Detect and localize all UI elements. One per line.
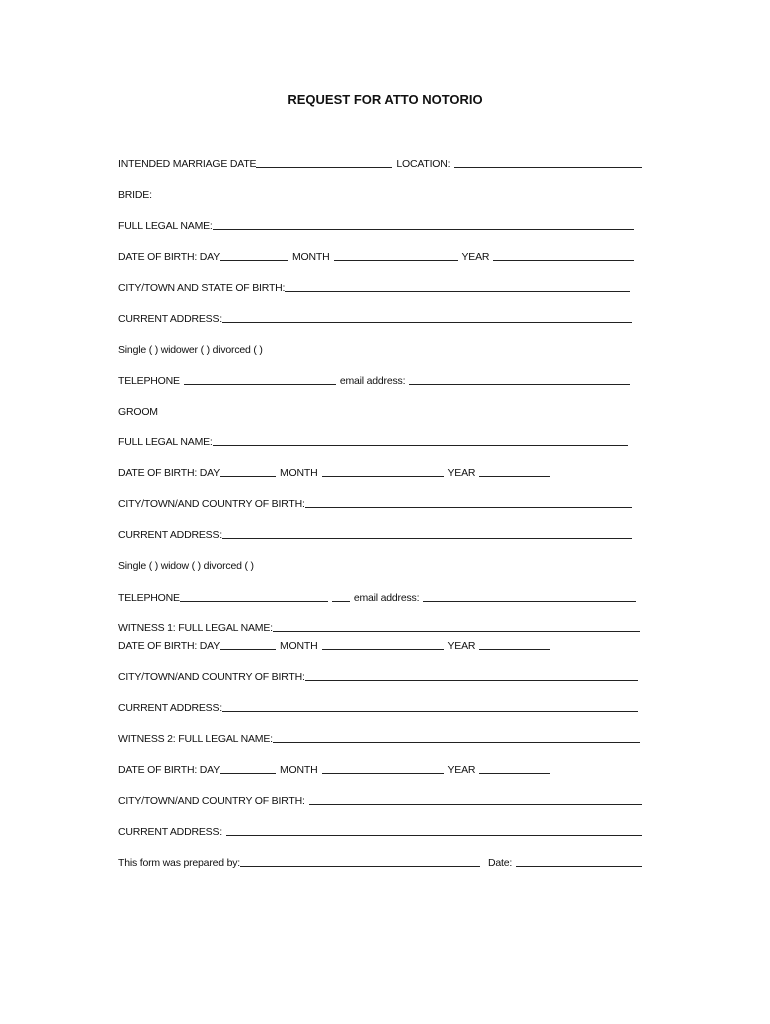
footer-date-label: Date: bbox=[488, 857, 513, 869]
bride-dob-month-field[interactable] bbox=[334, 260, 458, 261]
groom-name-label: FULL LEGAL NAME: bbox=[118, 436, 213, 448]
bride-status-options[interactable]: Single ( ) widower ( ) divorced ( ) bbox=[118, 344, 263, 356]
witness2-name-row bbox=[118, 731, 640, 745]
groom-address-field[interactable] bbox=[222, 538, 632, 539]
witness2-birthplace-field[interactable] bbox=[309, 804, 642, 805]
bride-dob-day-field[interactable] bbox=[220, 260, 288, 261]
marriage-row bbox=[118, 156, 642, 170]
groom-status-options[interactable]: Single ( ) widow ( ) divorced ( ) bbox=[118, 560, 254, 572]
bride-contact-row bbox=[118, 373, 630, 387]
witness1-name-label: WITNESS 1: FULL LEGAL NAME: bbox=[118, 622, 273, 634]
location-field[interactable] bbox=[454, 167, 642, 168]
marriage-date-field[interactable] bbox=[256, 167, 392, 168]
witness1-dob-month-label: MONTH bbox=[280, 640, 318, 652]
bride-heading: BRIDE: bbox=[118, 189, 152, 201]
bride-name-field[interactable] bbox=[213, 229, 634, 230]
witness2-dob-year-label: YEAR bbox=[447, 764, 476, 776]
witness2-address-label: CURRENT ADDRESS: bbox=[118, 826, 222, 838]
groom-birthplace-row bbox=[118, 496, 632, 510]
groom-dob-year-field[interactable] bbox=[479, 476, 550, 477]
bride-address-field[interactable] bbox=[222, 322, 632, 323]
prepared-by-label: This form was prepared by: bbox=[118, 857, 241, 869]
witness1-name-field[interactable] bbox=[273, 631, 640, 632]
witness1-dob-day-label: DATE OF BIRTH: DAY bbox=[118, 640, 220, 652]
bride-dob-year-field[interactable] bbox=[493, 260, 634, 261]
groom-birthplace-label: CITY/TOWN/AND COUNTRY OF BIRTH: bbox=[118, 498, 305, 510]
bride-heading-row bbox=[118, 187, 642, 201]
witness2-birthplace-row bbox=[118, 793, 642, 807]
bride-address-row bbox=[118, 311, 632, 325]
witness2-dob-day-label: DATE OF BIRTH: DAY bbox=[118, 764, 220, 776]
groom-heading-row bbox=[118, 404, 642, 418]
location-label: LOCATION: bbox=[396, 158, 451, 170]
witness2-birthplace-label: CITY/TOWN/AND COUNTRY OF BIRTH: bbox=[118, 795, 305, 807]
groom-dob-day-label: DATE OF BIRTH: DAY bbox=[118, 467, 220, 479]
witness1-dob-row bbox=[118, 638, 550, 652]
groom-dob-row bbox=[118, 465, 550, 479]
form-title: REQUEST FOR ATTO NOTORIO bbox=[287, 92, 483, 107]
bride-phone-field[interactable] bbox=[184, 384, 336, 385]
groom-dob-year-label: YEAR bbox=[447, 467, 476, 479]
bride-birthplace-field[interactable] bbox=[285, 291, 630, 292]
witness1-dob-year-field[interactable] bbox=[479, 649, 550, 650]
groom-birthplace-field[interactable] bbox=[305, 507, 632, 508]
groom-status-row bbox=[118, 558, 642, 572]
footer-date-field[interactable] bbox=[516, 866, 642, 867]
witness2-name-field[interactable] bbox=[273, 742, 640, 743]
bride-name-label: FULL LEGAL NAME: bbox=[118, 220, 213, 232]
bride-address-label: CURRENT ADDRESS: bbox=[118, 313, 222, 325]
prepared-by-field[interactable] bbox=[240, 866, 480, 867]
witness2-dob-row bbox=[118, 762, 550, 776]
witness1-address-row bbox=[118, 700, 638, 714]
witness1-dob-day-field[interactable] bbox=[220, 649, 276, 650]
bride-dob-month-label: MONTH bbox=[292, 251, 330, 263]
groom-contact-row bbox=[118, 590, 636, 604]
witness2-address-field[interactable] bbox=[226, 835, 642, 836]
bride-birthplace-row bbox=[118, 280, 630, 294]
witness1-address-label: CURRENT ADDRESS: bbox=[118, 702, 222, 714]
groom-dob-month-field[interactable] bbox=[322, 476, 444, 477]
bride-email-label: email address: bbox=[339, 375, 406, 387]
prepared-by-row bbox=[118, 855, 642, 869]
witness2-dob-month-label: MONTH bbox=[280, 764, 318, 776]
groom-phone-ext-field[interactable] bbox=[332, 601, 350, 602]
witness2-dob-month-field[interactable] bbox=[322, 773, 444, 774]
groom-email-field[interactable] bbox=[423, 601, 636, 602]
witness2-dob-day-field[interactable] bbox=[220, 773, 276, 774]
bride-birthplace-label: CITY/TOWN AND STATE OF BIRTH: bbox=[118, 282, 286, 294]
groom-dob-month-label: MONTH bbox=[280, 467, 318, 479]
witness1-name-row bbox=[118, 620, 640, 634]
bride-email-field[interactable] bbox=[409, 384, 630, 385]
witness1-dob-year-label: YEAR bbox=[447, 640, 476, 652]
groom-email-label: email address: bbox=[353, 592, 420, 604]
groom-address-label: CURRENT ADDRESS: bbox=[118, 529, 222, 541]
witness1-dob-month-field[interactable] bbox=[322, 649, 444, 650]
bride-dob-year-label: YEAR bbox=[461, 251, 490, 263]
groom-dob-day-field[interactable] bbox=[220, 476, 276, 477]
witness1-address-field[interactable] bbox=[222, 711, 638, 712]
groom-name-field[interactable] bbox=[213, 445, 628, 446]
bride-phone-label: TELEPHONE bbox=[118, 375, 180, 387]
witness2-dob-year-field[interactable] bbox=[479, 773, 550, 774]
groom-phone-field[interactable] bbox=[180, 601, 328, 602]
witness2-name-label: WITNESS 2: FULL LEGAL NAME: bbox=[118, 733, 273, 745]
bride-name-row bbox=[118, 218, 634, 232]
witness2-address-row bbox=[118, 824, 642, 838]
witness1-birthplace-label: CITY/TOWN/AND COUNTRY OF BIRTH: bbox=[118, 671, 305, 683]
bride-status-row bbox=[118, 342, 642, 356]
marriage-date-label: INTENDED MARRIAGE DATE bbox=[118, 158, 257, 170]
groom-phone-label: TELEPHONE bbox=[118, 592, 180, 604]
groom-heading: GROOM bbox=[118, 406, 158, 418]
groom-address-row bbox=[118, 527, 632, 541]
witness1-birthplace-field[interactable] bbox=[305, 680, 638, 681]
groom-name-row bbox=[118, 434, 628, 448]
witness1-birthplace-row bbox=[118, 669, 638, 683]
bride-dob-row bbox=[118, 249, 634, 263]
bride-dob-day-label: DATE OF BIRTH: DAY bbox=[118, 251, 220, 263]
